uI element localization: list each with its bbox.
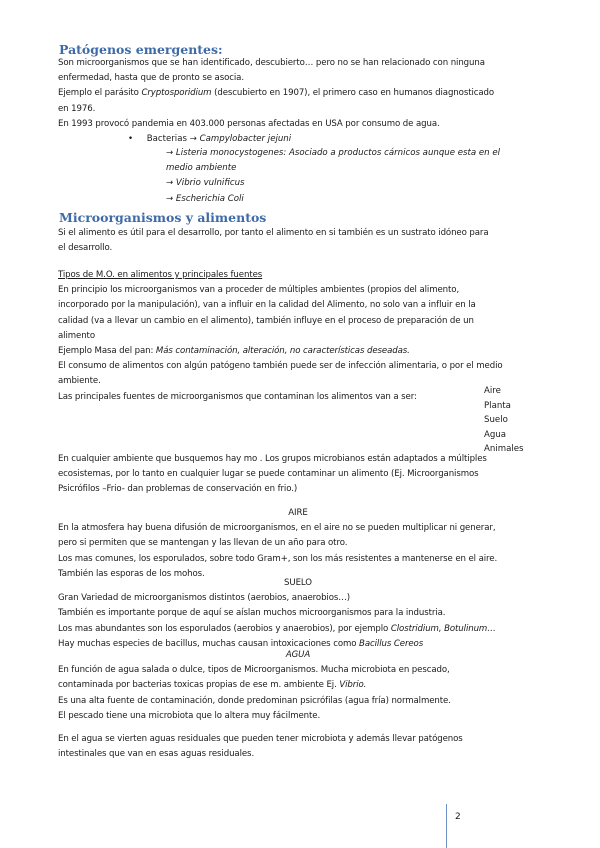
- agua-section: [58, 648, 538, 724]
- aire-heading: AIRE: [288, 508, 308, 518]
- ambiente-paragraph: [58, 452, 538, 498]
- text-line: ambiente.: [58, 376, 101, 387]
- text-line: Las principales fuentes de microorganismos que contaminan los alimentos van a ser:: [58, 391, 417, 402]
- text-line: Los mas abundantes son los esporulados (aerobios y anaerobios), por ejemplo Clostridium, Botulinum…: [58, 623, 496, 634]
- sub-item: → Escherichia Coli: [166, 193, 244, 204]
- page-number: 2: [455, 812, 461, 822]
- text-line: pero si permiten que se mantengan y las llevan de un año para otro.: [58, 538, 348, 549]
- section-title-patogenos: Patógenos emergentes:: [59, 42, 223, 57]
- text-line: Ejemplo Masa del pan: Más contaminación, alteración, no características deseadas.: [58, 346, 410, 357]
- text-line: calidad (va a llevar un cambio en el alimento), también influye en el proceso de preparación de un: [58, 315, 474, 326]
- patogenos-body: [58, 56, 538, 132]
- text-line: Psicrófilos –Frio- dan problemas de conservación en frio.): [58, 484, 298, 495]
- agua-residuales: [58, 732, 538, 762]
- source-item: Aire: [484, 386, 501, 396]
- sub-item: → Listeria monocystogenes: Asociado a productos cárnicos aunque esta en el: [166, 148, 501, 158]
- page-number-rule: [446, 804, 447, 848]
- text-line: el desarrollo.: [58, 243, 113, 254]
- agua-heading: AGUA: [285, 650, 311, 660]
- subheading: Tipos de M.O. en alimentos y principales fuentes: [58, 270, 263, 280]
- aire-section: [58, 506, 538, 582]
- suelo-section: [58, 576, 538, 652]
- text-line: Son microorganismos que se han identificado, descubierto… pero no se han relacionado con ninguna: [58, 58, 485, 68]
- bullet-dot-icon: •: [128, 134, 147, 144]
- text-line: enfermedad, hasta que de pronto se asocia.: [58, 73, 244, 84]
- text-line: En la atmosfera hay buena difusión de microorganismos, en el aire no se pueden multiplicar ni generar,: [58, 523, 496, 534]
- text-line: Gran Variedad de microorganismos distintos (aerobios, anaerobios…): [58, 593, 351, 604]
- text-line: Si el alimento es útil para el desarrollo, por tanto el alimento en si también es un sustrato idóneo para: [58, 228, 489, 238]
- text-line: En el agua se vierten aguas residuales que pueden tener microbiota y además llevar patógenos: [58, 734, 463, 744]
- text-line: En 1993 provocó pandemia en 403.000 personas afectadas en USA por consumo de agua.: [58, 118, 440, 129]
- text-line: contaminada por bacterias toxicas propias de ese m. ambiente Ej. Vibrio.: [58, 680, 367, 691]
- text-line: intestinales que van en esas aguas residuales.: [58, 749, 255, 760]
- source-item: Agua: [484, 429, 507, 440]
- bullet-sublist: [166, 146, 500, 207]
- text-line: ecosistemas, por lo tanto en cualquier lugar se puede contaminar un alimento (Ej. Microorganismos: [58, 469, 479, 480]
- text-line: También las esporas de los mohos.: [58, 568, 205, 579]
- microorganismos-intro: [58, 226, 538, 256]
- source-item: Planta: [484, 400, 511, 411]
- text-line: alimento: [58, 330, 95, 341]
- text-line: El consumo de alimentos con algún patógeno también puede ser de infección alimentaria, o por el medio: [58, 361, 503, 372]
- section-title-microorganismos: Microorganismos y alimentos: [59, 210, 267, 225]
- text-line: También es importante porque de aquí se aíslan muchos microorganismos para la industria.: [58, 608, 446, 619]
- text-line: incorporado por la manipulación), van a influir en la calidad del Alimento, no solo van a influir en la: [58, 300, 476, 311]
- text-line: Es una alta fuente de contaminación, donde predominan psicrófilas (agua fría) normalmente.: [58, 695, 451, 706]
- text-line: En principio los microorganismos van a proceder de múltiples ambientes (propios del alimento,: [58, 285, 460, 296]
- sub-item: → Vibrio vulnificus: [166, 178, 245, 189]
- sources-list: [484, 384, 524, 457]
- source-item: Suelo: [484, 415, 508, 426]
- text-line: Los mas comunes, los esporulados, sobre todo Gram+, son los más resistentes a mantenerse en el aire.: [58, 553, 498, 564]
- text-line: Ejemplo el parásito Cryptosporidium (descubierto en 1907), el primero caso en humanos diagnosticado: [58, 88, 495, 99]
- text-line: Hay muchas especies de bacillus, muchas causan intoxicaciones como Bacillus Cereos: [58, 638, 424, 649]
- text-line: En función de agua salada o dulce, tipos de Microorganismos. Mucha microbiota en pescado,: [58, 665, 450, 676]
- tipos-body: [58, 268, 538, 405]
- suelo-heading: SUELO: [284, 578, 312, 588]
- sub-item: medio ambiente: [166, 163, 237, 174]
- text-line: El pescado tiene una microbiota que lo altera muy fácilmente.: [58, 710, 321, 721]
- text-line: En cualquier ambiente que busquemos hay mo . Los grupos microbianos están adaptados a múltiples: [58, 454, 487, 464]
- source-item: Animales: [484, 444, 524, 455]
- bullet-bacterias: • Bacterias → Campylobacter jejuni: [128, 134, 292, 144]
- text-line: en 1976.: [58, 103, 96, 114]
